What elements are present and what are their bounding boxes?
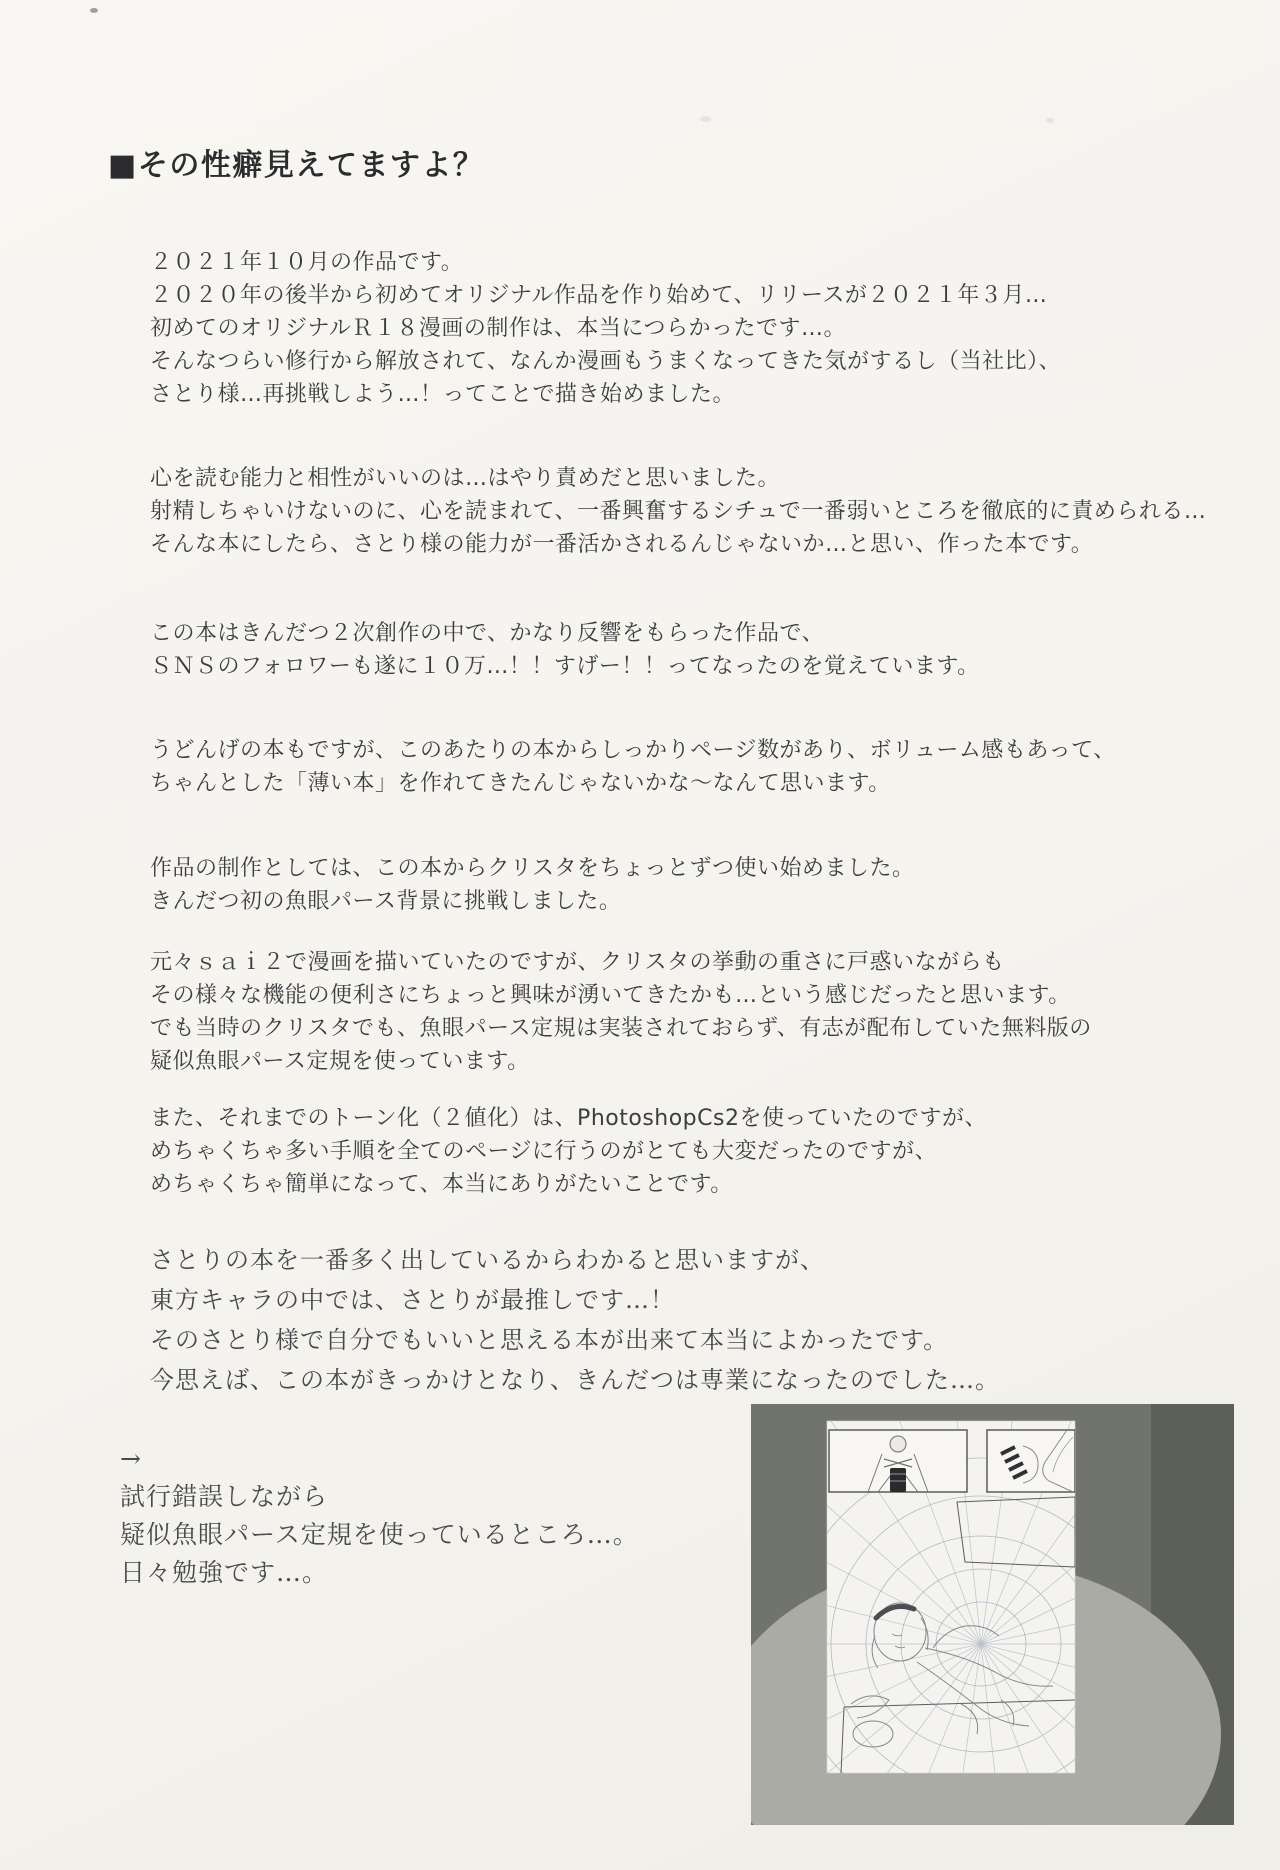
- paragraph-line: めちゃくちゃ簡単になって、本当にありがたいことです。: [150, 1172, 733, 1197]
- paragraph-line: 心を読む能力と相性がいいのは…はやり責めだと思いました。: [150, 466, 781, 491]
- paragraph-line: そんな本にしたら、さとり様の能力が一番活かされるんじゃないか…と思い、作った本です。: [150, 532, 1094, 557]
- paragraph-line: めちゃくちゃ多い手順を全てのページに行うのがとても大変だったのですが、: [150, 1139, 938, 1164]
- paragraph-line: また、それまでのトーン化（２値化）は、PhotoshopCs2を使っていたのですが、: [150, 1106, 987, 1131]
- scan-speck: [90, 8, 98, 13]
- figure-caption: [120, 1440, 639, 1592]
- caption-line: 疑似魚眼パース定規を使っているところ…。: [120, 1520, 639, 1549]
- paragraph-line: そんなつらい修行から解放されて、なんか漫画もうまくなってきた気がするし（当社比）、: [150, 349, 1062, 374]
- scan-speck: [1046, 118, 1054, 123]
- paragraph-line: 今思えば、この本がきっかけとなり、きんだつは専業になったのでした…。: [150, 1366, 1000, 1394]
- arrow-right-icon: →: [120, 1444, 142, 1473]
- scan-speck: [700, 116, 711, 122]
- manga-panel-right: [987, 1430, 1075, 1492]
- paragraph-2: [150, 462, 1206, 561]
- paragraph-line: 東方キャラの中では、さとりが最推しです…！: [150, 1286, 675, 1314]
- page-title: ■その性癖見えてますよ？: [108, 148, 485, 183]
- paragraph-7: [150, 1102, 987, 1201]
- paragraph-line: ＳＮＳのフォロワーも遂に１０万…！！すげー！！ってなったのを覚えています。: [150, 654, 980, 679]
- production-screenshot: [751, 1404, 1234, 1825]
- paragraph-4: [150, 734, 1116, 800]
- caption-line: 試行錯誤しながら: [120, 1482, 329, 1511]
- paragraph-line: うどんげの本もですが、このあたりの本からしっかりページ数があり、ボリューム感もあって、: [150, 738, 1116, 763]
- paragraph-line: ちゃんとした「薄い本」を作れてきたんじゃないかな～なんて思います。: [150, 771, 891, 796]
- paragraph-line: 疑似魚眼パース定規を使っています。: [150, 1049, 530, 1074]
- paragraph-line: この本はきんだつ２次創作の中で、かなり反響をもらった作品で、: [150, 621, 825, 646]
- paragraph-line: 射精しちゃいけないのに、心を読まれて、一番興奮するシチュで一番弱いところを徹底的に責められる…: [150, 499, 1207, 524]
- paragraph-6: [150, 946, 1092, 1078]
- paragraph-line: さとりの本を一番多く出しているからわかると思いますが、: [150, 1246, 825, 1274]
- paragraph-line: でも当時のクリスタでも、魚眼パース定規は実装されておらず、有志が配布していた無料版の: [150, 1016, 1092, 1041]
- paragraph-line: そのさとり様で自分でもいいと思える本が出来て本当によかったです。: [150, 1326, 949, 1354]
- caption-line: 日々勉強です…。: [120, 1558, 329, 1587]
- paragraph-3: [150, 617, 980, 683]
- paragraph-line: さとり様…再挑戦しよう…！ってことで描き始めました。: [150, 382, 736, 407]
- paragraph-line: 元々ｓａｉ２で漫画を描いていたのですが、クリスタの挙動の重さに戸惑いながらも: [150, 950, 1005, 975]
- paragraph-line: 作品の制作としては、この本からクリスタをちょっとずつ使い始めました。: [150, 856, 915, 881]
- paragraph-line: ２０２０年の後半から初めてオリジナル作品を作り始めて、リリースが２０２１年３月…: [150, 283, 1048, 308]
- paragraph-8: [150, 1240, 1000, 1400]
- paragraph-line: きんだつ初の魚眼パース背景に挑戦しました。: [150, 889, 622, 914]
- paragraph-1: [150, 246, 1061, 411]
- paragraph-5: [150, 852, 915, 918]
- paragraph-line: 初めてのオリジナルＲ１８漫画の制作は、本当につらかったです…。: [150, 316, 846, 341]
- paragraph-line: その様々な機能の便利さにちょっと興味が湧いてきたかも…という感じだったと思います。: [150, 983, 1071, 1008]
- paragraph-line: ２０２１年１０月の作品です。: [150, 250, 464, 275]
